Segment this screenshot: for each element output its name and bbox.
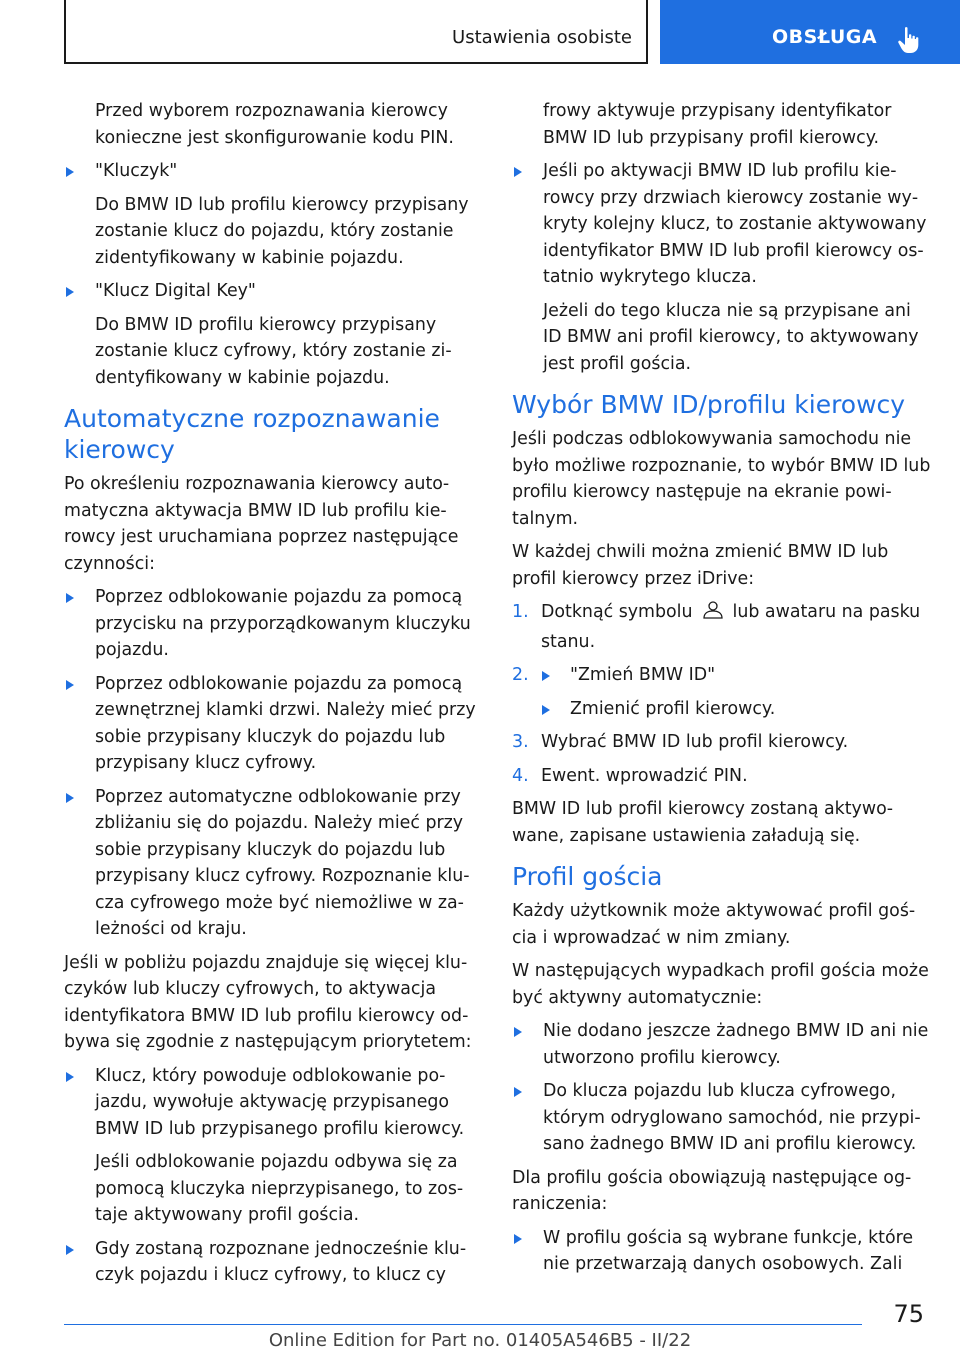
- step-4: 4. Ewent. wprowadzić PIN.: [512, 763, 932, 790]
- list-item: Poprzez odblokowanie pojazdu za pomocą zewnętrznej klamki drzwi. Należy mieć przy sobie przypisany kluczyk do pojazdu lub przypisany klucz cyfrowy.: [64, 671, 484, 777]
- step-2-sub: Zmienić profil kierowcy.: [512, 696, 932, 723]
- heading-auto-recognition: Automatyczne rozpoznawanie kierowcy: [64, 404, 440, 464]
- step-number: 3.: [512, 732, 529, 752]
- step-3: 3. Wybrać BMW ID lub profil kierowcy.: [512, 729, 932, 756]
- step-number: 1.: [512, 602, 529, 622]
- list-item: Do klucza pojazdu lub klucza cyfrowego, którym odryglowano samochód, nie przypisano żadnego BMW ID ani profilu kierowcy.: [512, 1078, 932, 1158]
- header-section-box: [64, 0, 648, 64]
- list-item: Poprzez automatyczne odblokowanie przy zbliżaniu się do pojazdu. Należy mieć przy sobie przypisany kluczyk do pojazdu lub przypisany klucz cyfrowy. Rozpoznanie klucza cyfrowego może być niemożliwe w zależności od kraju.: [64, 784, 484, 943]
- chapter-tab: [660, 0, 960, 64]
- right-column: [512, 98, 932, 1285]
- priority-paragraph: Jeśli w pobliżu pojazdu znajduje się więcej kluczyków lub kluczy cyfrowych, to aktywacja identyfikatora BMW ID lub profilu kierowcy odbywa się zgodnie z następującym priorytetem:: [64, 952, 472, 1052]
- list-item: Nie dodano jeszcze żadnego BMW ID ani nie utworzono profilu kierowcy.: [512, 1018, 932, 1071]
- select-paragraph-1: Jeśli podczas odblokowywania samochodu nie było możliwe rozpoznanie, to wybór BMW ID lub profilu kierowcy następuje na ekranie powitalnym.: [512, 429, 931, 529]
- list-item: W profilu gościa są wybrane funkcje, które nie przetwarzają danych osobowych. Zali: [512, 1225, 932, 1278]
- step-number: 4.: [512, 765, 529, 786]
- step-2: 2. "Zmień BMW ID": [512, 662, 932, 689]
- list-item: [64, 278, 484, 305]
- bullet-detail: Jeżeli do tego klucza nie są przypisane ani ID BMW ani profil kierowcy, to aktywowany jest profil gościa.: [543, 300, 919, 374]
- auto-paragraph: Po określeniu rozpoznawania kierowcy automatyczna aktywacja BMW ID lub profilu kierowcy jest uruchamiana poprzez następujące czynności:: [64, 474, 459, 574]
- continued-text: frowy aktywuje przypisany identyfikator BMW ID lub przypisany profil kierowcy.: [543, 101, 892, 148]
- heading-select-profile: Wybór BMW ID/profilu kierowcy: [512, 390, 906, 419]
- page-number: 75: [893, 1300, 924, 1328]
- footer-divider: [64, 1324, 862, 1325]
- guest-paragraph-3: Dla profilu gościa obowiązują następujące ograniczenia:: [512, 1167, 912, 1214]
- hand-pointer-icon: [897, 26, 921, 58]
- bullet-detail: Do BMW ID profilu kierowcy przypisany zostanie klucz cyfrowy, który zostanie zidentyfikowany w kabinie pojazdu.: [95, 314, 452, 388]
- guest-paragraph-2: W następujących wypadkach profil gościa może być aktywny automatycznie:: [512, 961, 929, 1008]
- list-item: Jeśli po aktywacji BMW ID lub profilu kierowcy przy drzwiach kierowcy zostanie wykryty kolejny klucz, to zostanie aktywowany identyfikator BMW ID lub profil kierowcy ostatnio wykrytego klucza.: [512, 158, 932, 291]
- section-title: Ustawienia osobiste: [452, 27, 632, 48]
- bullet-detail: Jeśli odblokowanie pojazdu odbywa się za pomocą kluczyka nieprzypisanego, to zostaje aktywowany profil gościa.: [95, 1152, 464, 1225]
- select-paragraph-2: W każdej chwili można zmienić BMW ID lub profil kierowcy przez iDrive:: [512, 542, 889, 589]
- list-item: Poprzez odblokowanie pojazdu za pomocą przycisku na przyporządkowanym kluczyku pojazdu.: [64, 584, 484, 664]
- chapter-tab-label: OBSŁUGA: [772, 26, 878, 48]
- footer-edition: Online Edition for Part no. 01405A546B5 - II/22: [268, 1330, 692, 1351]
- bullet-detail: Do BMW ID lub profilu kierowcy przypisany zostanie klucz do pojazdu, który zostanie zidentyfikowany w kabinie pojazdu.: [95, 194, 469, 268]
- person-icon: [701, 600, 725, 629]
- left-column: [64, 98, 484, 1296]
- guest-paragraph-1: Każdy użytkownik może aktywować profil gościa i wprowadzać w nim zmiany.: [512, 901, 916, 948]
- after-steps-paragraph: BMW ID lub profil kierowcy zostaną aktywowane, zapisane ustawienia załadują się.: [512, 799, 893, 846]
- list-item: [64, 158, 484, 185]
- bullet-title: "Kluczyk": [95, 161, 178, 181]
- list-item: Gdy zostaną rozpoznane jednocześnie kluczyk pojazdu i klucz cyfrowy, to klucz cy: [64, 1236, 484, 1289]
- bullet-title: "Klucz Digital Key": [95, 281, 256, 301]
- step-1: 1. Dotknąć symbolu lub awataru na pasku stanu.: [512, 599, 932, 655]
- heading-guest-profile: Profil gościa: [512, 862, 663, 891]
- step-number: 2.: [512, 665, 529, 685]
- intro-paragraph: Przed wyborem rozpoznawania kierowcy konieczne jest skonfigurowanie kodu PIN.: [95, 101, 454, 148]
- list-item: Klucz, który powoduje odblokowanie pojazdu, wywołuje aktywację przypisanego BMW ID lub przypisanego profilu kierowcy.: [64, 1063, 484, 1143]
